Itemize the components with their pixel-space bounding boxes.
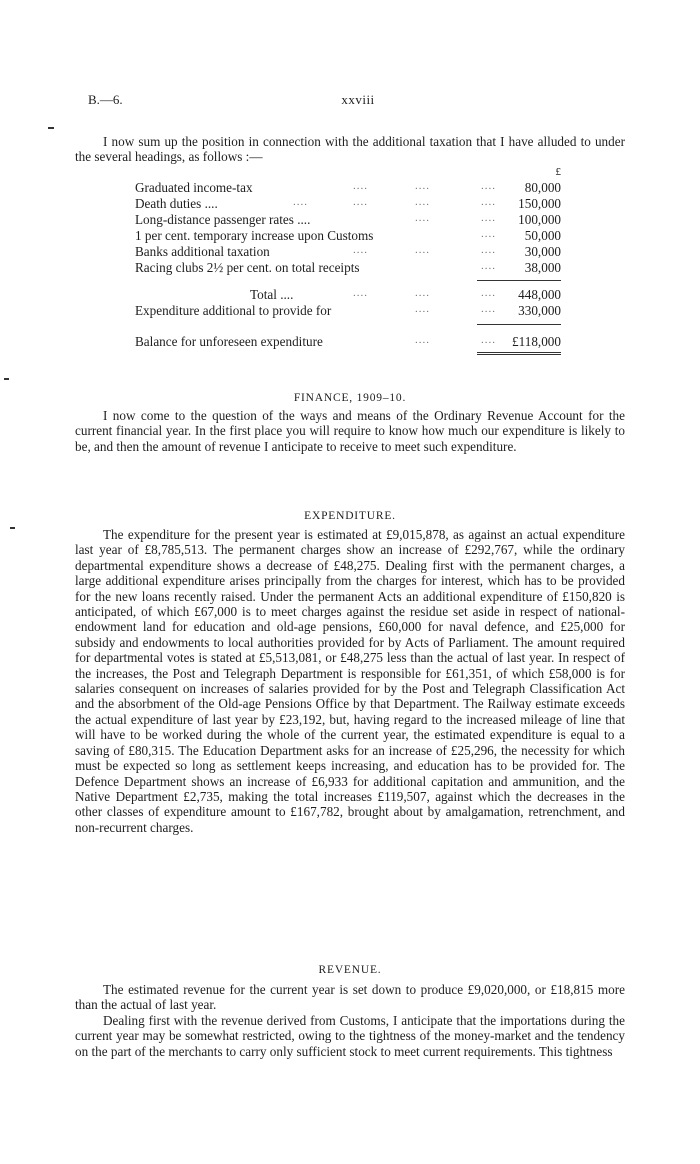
leader-dots: .... (481, 303, 496, 315)
expenditure-row (75, 303, 625, 319)
scan-speck (4, 378, 9, 380)
row-label: Banks additional taxation (135, 244, 270, 259)
total-row (75, 287, 625, 303)
subtotal-rule (477, 280, 561, 281)
expenditure-heading: EXPENDITURE. (304, 510, 396, 522)
leader-dots: .... (481, 244, 496, 256)
leader-dots: .... (353, 196, 368, 208)
leader-dots: .... (353, 244, 368, 256)
row-label: Racing clubs 2½ per cent. on total receipts (135, 260, 360, 275)
leader-dots: .... (481, 196, 496, 208)
leader-dots: .... (481, 180, 496, 192)
leader-dots: .... (415, 244, 430, 256)
leader-dots: .... (415, 180, 430, 192)
intro-paragraph: I now sum up the position in connection with the additional taxation that I have alluded to under the several headings, as follows :— (75, 134, 625, 165)
row-label: Long-distance passenger rates .... (135, 212, 311, 227)
table-row (75, 180, 625, 196)
leader-dots: .... (415, 287, 430, 299)
page-number: xxviii (341, 92, 375, 107)
expenditure-paragraph: The expenditure for the present year is estimated at £9,015,878, as against an actual expenditure last year of £8,785,513. The permanent charges show an increase of £292,767, while the ordinary departmental expenditure shows a decrease of £48,275. Dealing first with the permanent charges, a large additional expenditure arises principally from the charges for interest, which has to be provided for the new loans recently raised. Under the permanent Acts an additional expenditure of £150,820 is anticipated, of which £67,000 is to meet charges against the residue set aside in respect of national-endowment land for education and old-age pensions, £60,000 for naval defence, and £25,000 for subsidy and endowments to local authorities provided for by Acts of Parliament. The amount required for departmental votes is stated at £5,513,081, or £48,275 less than the actual of last year. In respect of the increases, the Post and Telegraph Department is responsible for £61,351, of which £58,000 is for salaries consequent on increases of salaries provided for by the Post and Telegraph Classification Act and the absorbment of the Old-age Pensions Office by that Department. The Railway estimate exceeds the actual expenditure of last year by £23,192, but, having regard to the increased mileage of line that will have to be worked during the whole of the current year, the estimated expenditure is equal to a saving of £80,315. The Education Department asks for an increase of £25,296, the necessity for which must be expected so long as settlement keeps increasing, and education has to be provided for. The Defence Department shows an increase of £6,933 for additional capitation and ammunition, and the Native Department £2,735, making the total increases £119,507, against which the decreases in the other classes of expenditure amount to £167,782, brought about by amalgamation, retrenchment, and non-recurrent charges. (75, 527, 625, 835)
scan-speck (48, 127, 54, 129)
balance-label: Balance for unforeseen expenditure (135, 334, 323, 349)
row-value: 100,000 (518, 212, 561, 227)
leader-dots: .... (481, 260, 496, 272)
row-label: Graduated income-tax (135, 180, 253, 195)
currency-symbol: £ (555, 166, 561, 178)
balance-rule (477, 324, 561, 325)
page-header (88, 92, 628, 112)
leader-dots: .... (481, 334, 496, 346)
expenditure-value: 330,000 (518, 303, 561, 318)
leader-dots: .... (353, 287, 368, 299)
leader-dots: .... (481, 287, 496, 299)
table-row (75, 212, 625, 228)
revenue-paragraph-1: The estimated revenue for the current year is set down to produce £9,020,000, or £18,815 more than the actual of last year. (75, 982, 625, 1013)
document-reference: B.—6. (88, 92, 123, 107)
leader-dots: .... (353, 180, 368, 192)
row-value: 30,000 (524, 244, 561, 259)
total-value: 448,000 (518, 287, 561, 302)
row-value: 50,000 (524, 228, 561, 243)
revenue-paragraph-2: Dealing first with the revenue derived from Customs, I anticipate that the importations during the current year may be somewhat restricted, owing to the tightness of the money-market and the tendency on the part of the merchants to carry only sufficient stock to meet current requirements. This tightness (75, 1013, 625, 1059)
table-row (75, 244, 625, 260)
balance-value: £118,000 (512, 334, 561, 349)
revenue-heading: REVENUE. (318, 964, 382, 976)
finance-heading: FINANCE, 1909–10. (293, 392, 407, 404)
leader-dots: .... (415, 303, 430, 315)
row-value: 80,000 (524, 180, 561, 195)
row-label: Death duties .... (135, 196, 218, 211)
table-row (75, 196, 625, 212)
leader-dots: .... (293, 196, 308, 208)
leader-dots: .... (415, 196, 430, 208)
total-label: Total .... (250, 287, 294, 302)
finance-paragraph: I now come to the question of the ways and means of the Ordinary Revenue Account for the current financial year. In the first place you will require to know how much our expenditure is likely to be, and then the amount of revenue I anticipate to receive to meet such expenditure. (75, 408, 625, 454)
table-row (75, 260, 625, 276)
balance-row (75, 334, 625, 350)
leader-dots: .... (481, 228, 496, 240)
leader-dots: .... (415, 212, 430, 224)
leader-dots: .... (415, 334, 430, 346)
table-row (75, 228, 625, 244)
row-label: 1 per cent. temporary increase upon Customs (135, 228, 374, 243)
row-value: 38,000 (524, 260, 561, 275)
row-value: 150,000 (518, 196, 561, 211)
expenditure-label: Expenditure additional to provide for (135, 303, 332, 318)
balance-double-rule (477, 352, 561, 355)
leader-dots: .... (481, 212, 496, 224)
scan-speck (10, 527, 15, 529)
